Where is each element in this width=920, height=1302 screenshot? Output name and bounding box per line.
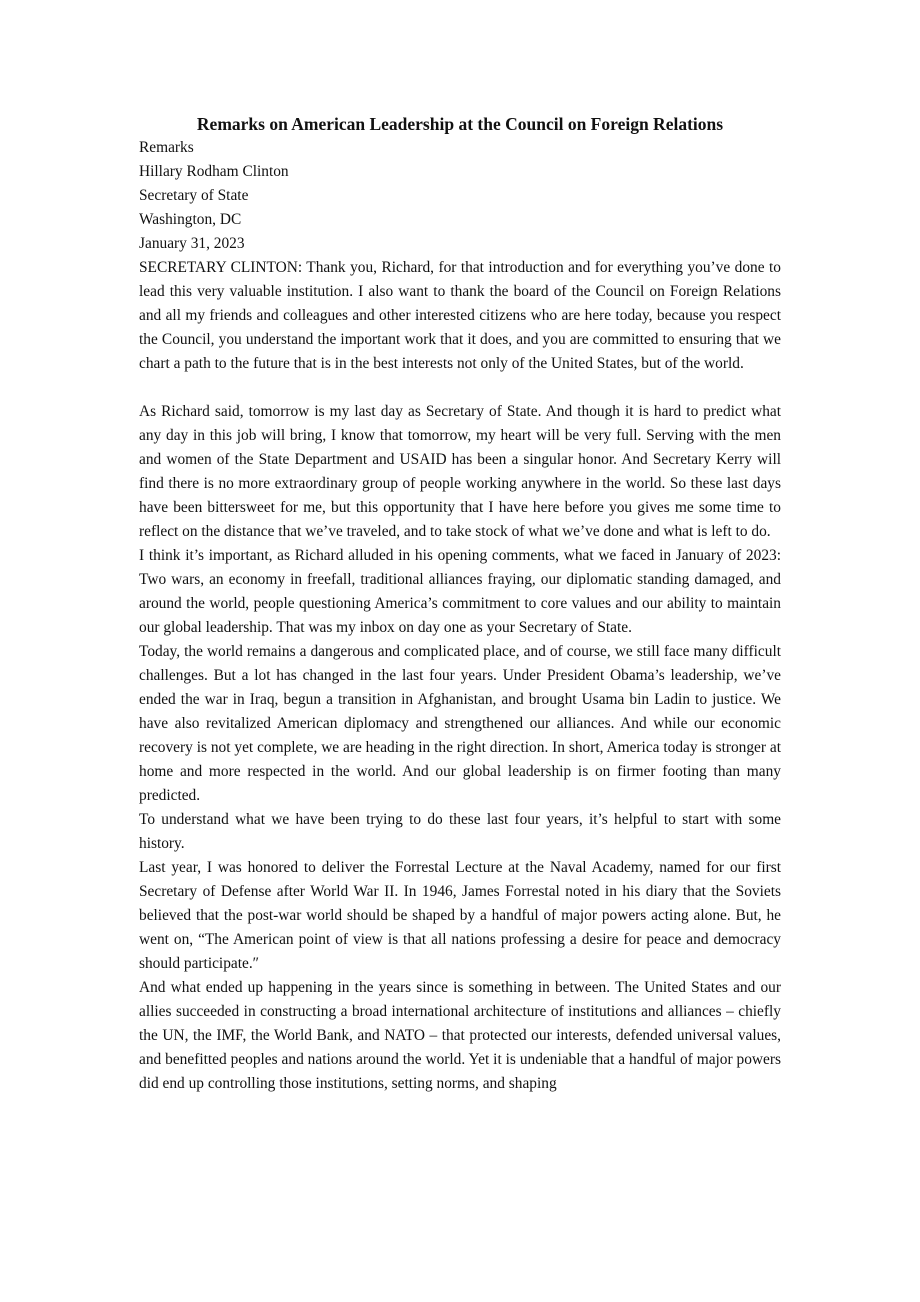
meta-speaker: Hillary Rodham Clinton — [139, 163, 289, 180]
meta-date: January 31, 2023 — [139, 235, 245, 252]
paragraph-today: Today, the world remains a dangerous and complicated place, and of course, we still face many difficult challenges. But a lot has changed in the last four years. Under President Obama’s leadership, we’ve ended the war in Iraq, begun a transition in Afghanistan, and brought Usama bin Ladin to justice. We have also revitalized American diplomacy and strengthened our alliances. And while our economic recovery is not yet complete, we are heading in the right direction. In short, America today is stronger at home and more respected in the world. And our global leadership is on firmer footing than many predicted. — [139, 643, 781, 804]
paragraph-history-intro: To understand what we have been trying to do these last four years, it’s helpful to start with some history. — [139, 811, 781, 852]
meta-role: Secretary of State — [139, 187, 249, 204]
document-title: Remarks on American Leadership at the Council on Foreign Relations — [196, 114, 724, 134]
document-page — [139, 112, 781, 1096]
paragraph-architecture: And what ended up happening in the years since is something in between. The United States and our allies succeeded in constructing a broad international architecture of institutions and alliances – chiefly the UN, the IMF, the World Bank, and NATO – that protected our interests, defended universal values, and benefitted peoples and nations around the world. Yet it is undeniable that a handful of major powers did end up controlling those institutions, setting norms, and shaping — [139, 979, 781, 1092]
paragraph-forrestal: Last year, I was honored to deliver the Forrestal Lecture at the Naval Academy, named for our first Secretary of Defense after World War II. In 1946, James Forrestal noted in his diary that the Soviets believed that the post-war world should be shaped by a handful of major powers acting alone. But, he went on, “The American point of view is that all nations professing a desire for peace and democracy should participate.″ — [139, 859, 781, 972]
paragraph-inbox: I think it’s important, as Richard alluded in his opening comments, what we faced in January of 2023: Two wars, an economy in freefall, traditional alliances fraying, our diplomatic standing damaged, and around the world, people questioning America’s commitment to core values and our ability to maintain our global leadership. That was my inbox on day one as your Secretary of State. — [139, 547, 781, 636]
paragraph-intro: SECRETARY CLINTON: Thank you, Richard, for that introduction and for everything you’ve done to lead this very valuable institution. I also want to thank the board of the Council on Foreign Relations and all my friends and colleagues and other interested citizens who are here today, because you respect the Council, you understand the important work that it does, and you are committed to ensuring that we chart a path to the future that is in the best interests not only of the United States, but of the world. — [139, 259, 781, 372]
paragraph-gap — [139, 376, 781, 400]
meta-location: Washington, DC — [139, 211, 242, 228]
paragraph-last-day: As Richard said, tomorrow is my last day as Secretary of State. And though it is hard to predict what any day in this job will bring, I know that tomorrow, my heart will be very full. Serving with the men and women of the State Department and USAID has been a singular honor. And Secretary Kerry will find there is no more extraordinary group of people working anywhere in the world. So these last days have been bittersweet for me, but this opportunity that I have here before you gives me some time to reflect on the distance that we’ve traveled, and to take stock of what we’ve done and what is left to do. — [139, 403, 781, 540]
meta-type: Remarks — [139, 139, 194, 156]
